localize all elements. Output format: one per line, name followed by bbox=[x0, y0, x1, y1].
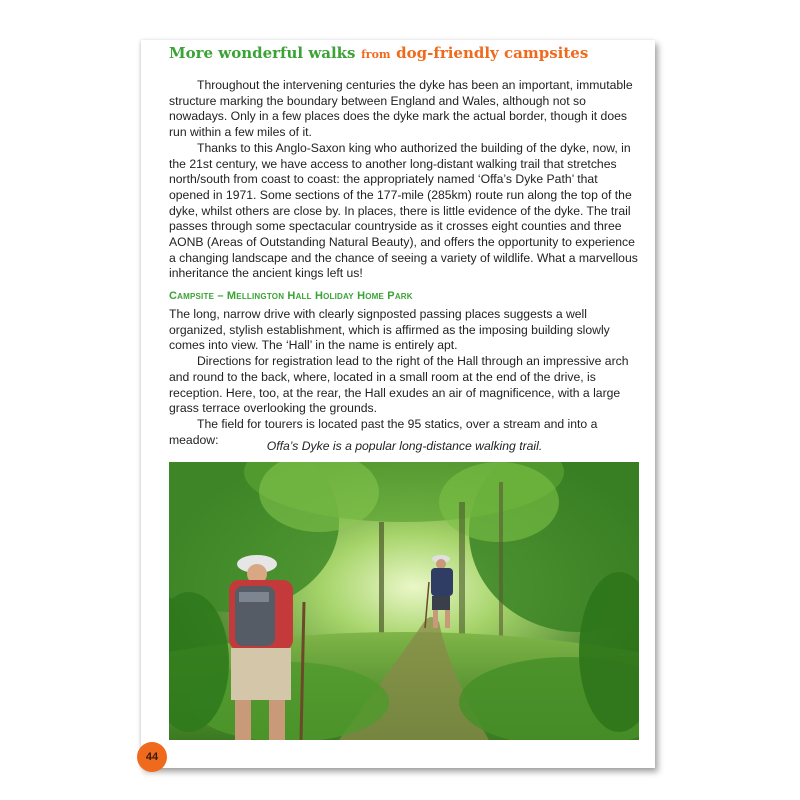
header-title: More wonderful walks bbox=[169, 44, 356, 62]
campsite-heading: Campsite – Mellington Hall Holiday Home Park bbox=[169, 290, 413, 302]
campsite-paragraph: Directions for registration lead to the right of the Hall through an impressive arch and round to the back, where, located in a small room at the end of the drive, is reception. Here, too, at the rear, the Hall exudes an air of magnificence, with a large grass terrace overlooking the grounds. bbox=[169, 354, 629, 416]
intro-paragraph: Thanks to this Anglo-Saxon king who authorized the building of the dyke, now, in the 21st century, we have access to another long-distant walking trail that stretches north/south from coast to coast: the appropriately named ‘Offa’s Dyke Path’ that opened in 1971. Some sections of the 177-mile (285km) route run along the top of the dyke, whilst others are close by. In places, there is little evidence of the dyke. The trail passes through some spectacular countryside as it crosses eight counties and three AONB (Areas of Outstanding Natural Beauty), and offers the opportunity to experience a changing landscape and the chance of seeing a variety of wildlife. What a marvellous inheritance the ancient kings left us! bbox=[169, 140, 638, 281]
intro-paragraph: Throughout the intervening centuries the dyke has been an important, immutable structure marking the boundary between England and Wales, although not so nowadays. Only in a few places does the dyke mark the actual border, though it does run within a few miles of it. bbox=[169, 78, 633, 140]
intro-text bbox=[169, 78, 640, 282]
woodland-trail-photo bbox=[169, 462, 639, 740]
campsite-paragraph: The long, narrow drive with clearly signposted passing places suggests a well organized, stylish establishment, which is affirmed as the imposing building slowly comes into view. The ‘Hall’ in the name is entirely apt. bbox=[169, 307, 610, 353]
book-page bbox=[141, 40, 655, 768]
campsite-text bbox=[169, 307, 640, 448]
page-header bbox=[169, 43, 588, 62]
campsite-paragraph: The field for tourers is located past the 95 statics, over a stream and into a meadow: bbox=[169, 416, 598, 447]
header-from: from bbox=[361, 48, 391, 61]
page-number: 44 bbox=[137, 742, 167, 772]
photo-caption: Offa’s Dyke is a popular long-distance walking trail. bbox=[266, 439, 543, 453]
header-subtitle: dog-friendly campsites bbox=[396, 44, 589, 62]
